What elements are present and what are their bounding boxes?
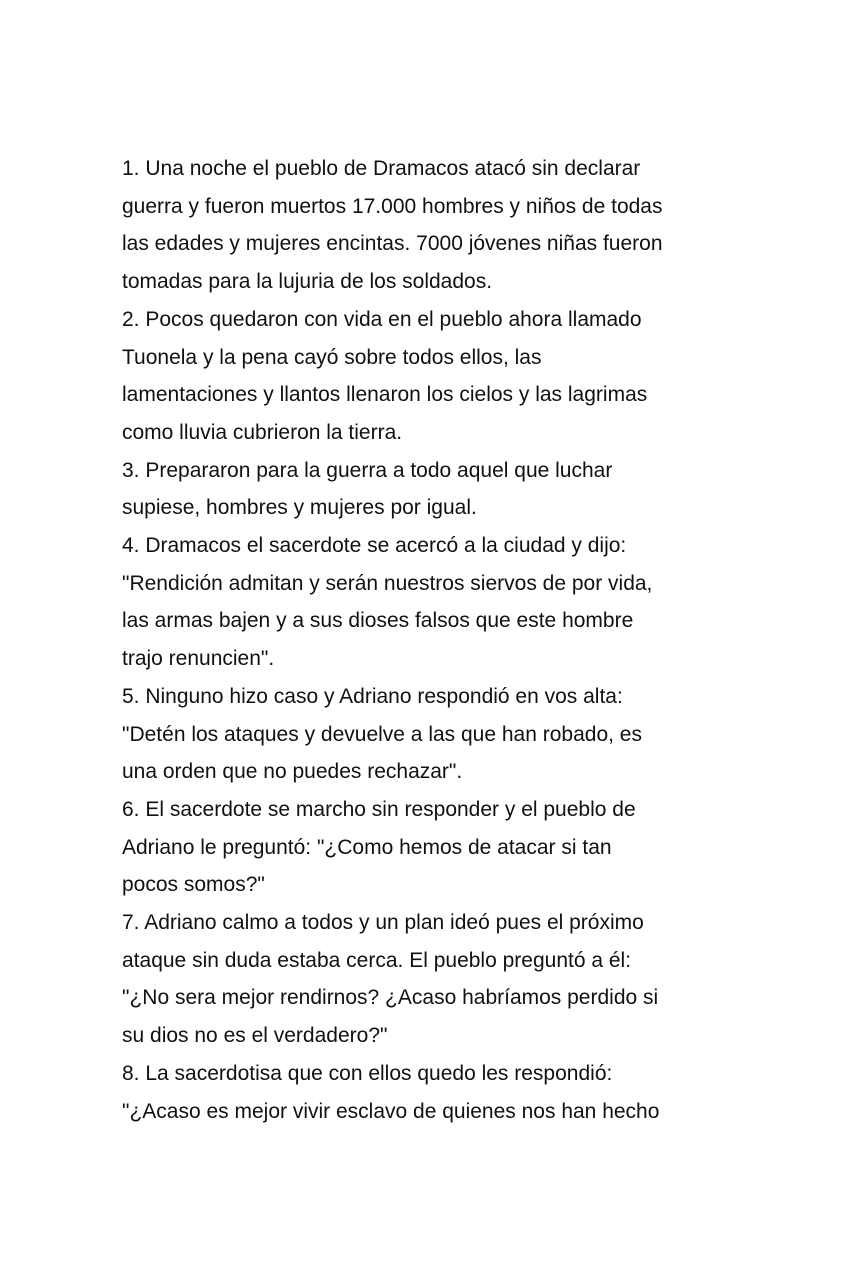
- document-page: [122, 150, 762, 1130]
- text-line: "Rendición admitan y serán nuestros siervos de por vida,: [122, 571, 653, 595]
- text-line: lamentaciones y llantos llenaron los cielos y las lagrimas: [122, 383, 648, 407]
- text-line: 2. Pocos quedaron con vida en el pueblo ahora llamado: [122, 307, 642, 331]
- text-line: 7. Adriano calmo a todos y un plan ideó pues el próximo: [122, 911, 644, 935]
- text-line: pocos somos?": [122, 873, 265, 897]
- text-line: como lluvia cubrieron la tierra.: [122, 420, 403, 444]
- text-line: 4. Dramacos el sacerdote se acercó a la ciudad y dijo:: [122, 534, 627, 558]
- text-line: 6. El sacerdote se marcho sin responder y el pueblo de: [122, 797, 636, 821]
- text-line: las edades y mujeres encintas. 7000 jóvenes niñas fueron: [122, 232, 663, 256]
- text-line: tomadas para la lujuria de los soldados.: [122, 270, 493, 294]
- text-line: guerra y fueron muertos 17.000 hombres y niños de todas: [122, 194, 663, 218]
- text-line: 5. Ninguno hizo caso y Adriano respondió en vos alta:: [122, 684, 623, 708]
- text-line: "Detén los ataques y devuelve a las que han robado, es: [122, 722, 642, 746]
- text-line: una orden que no puedes rechazar".: [122, 760, 463, 784]
- text-line: "¿Acaso es mejor vivir esclavo de quienes nos han hecho: [122, 1099, 660, 1123]
- text-line: supiese, hombres y mujeres por igual.: [122, 496, 477, 520]
- text-line: 8. La sacerdotisa que con ellos quedo les respondió:: [122, 1061, 613, 1085]
- text-line: 1. Una noche el pueblo de Dramacos atacó sin declarar: [122, 157, 641, 180]
- text-line: su dios no es el verdadero?": [122, 1024, 388, 1048]
- text-line: las armas bajen y a sus dioses falsos que este hombre: [122, 609, 634, 633]
- text-line: 3. Prepararon para la guerra a todo aquel que luchar: [122, 458, 613, 482]
- text-line: "¿No sera mejor rendirnos? ¿Acaso habríamos perdido si: [122, 986, 659, 1010]
- text-line: Adriano le preguntó: "¿Como hemos de atacar si tan: [122, 835, 612, 859]
- text-line: Tuonela y la pena cayó sobre todos ellos, las: [122, 345, 542, 369]
- text-line: ataque sin duda estaba cerca. El pueblo preguntó a él:: [122, 948, 632, 972]
- text-line: trajo renuncien".: [122, 647, 275, 671]
